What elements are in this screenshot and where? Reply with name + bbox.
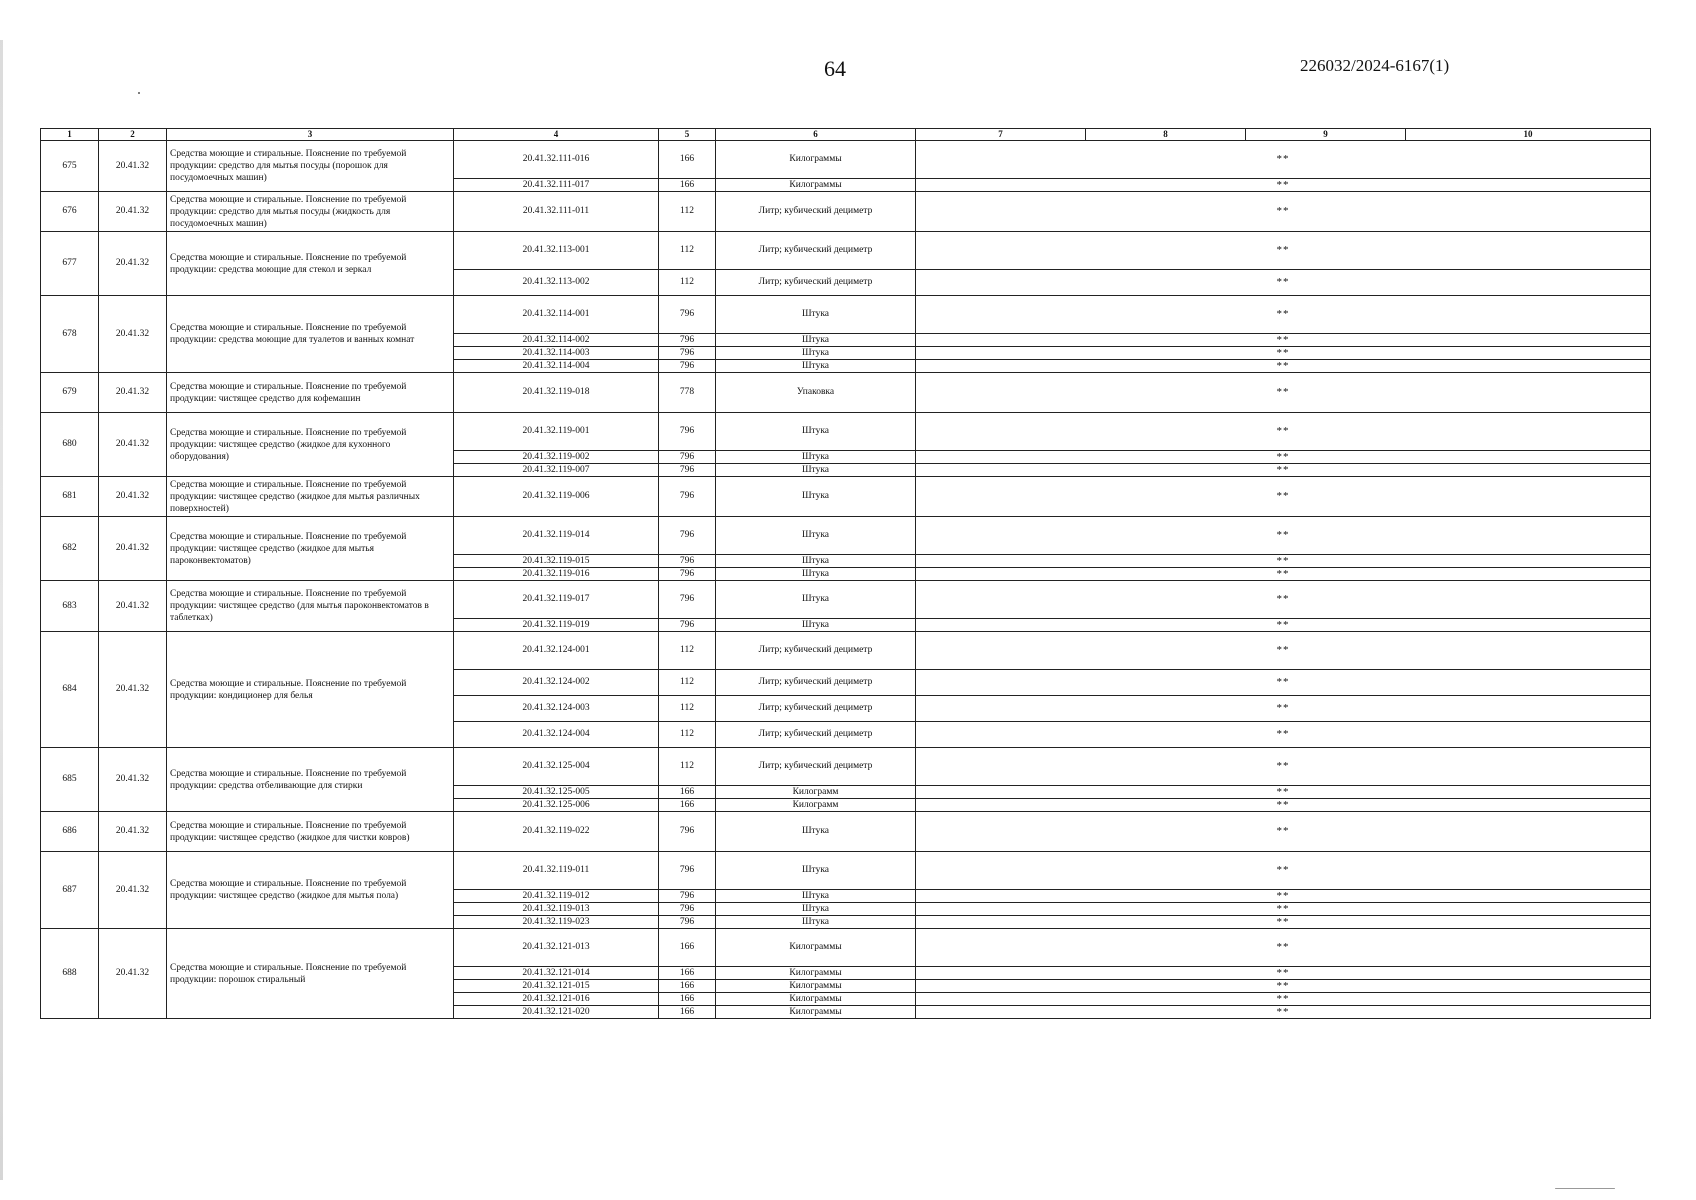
mark-cell: ** <box>916 179 1651 192</box>
description-cell: Средства моющие и стиральные. Пояснение по требуемой продукции: чистящее средство для кофемашин <box>167 373 454 413</box>
column-header: 1 <box>41 129 99 141</box>
mark-cell: ** <box>916 967 1651 980</box>
okpd2-code-cell: 20.41.32 <box>99 296 167 373</box>
description-cell: Средства моющие и стиральные. Пояснение по требуемой продукции: кондиционер для белья <box>167 632 454 748</box>
column-header: 8 <box>1086 129 1246 141</box>
ktru-code-cell: 20.41.32.114-002 <box>454 334 659 347</box>
okei-code-cell: 796 <box>659 916 716 929</box>
okei-code-cell: 796 <box>659 555 716 568</box>
mark-cell: ** <box>916 192 1651 232</box>
okei-code-cell: 796 <box>659 517 716 555</box>
row-number-cell: 687 <box>41 852 99 929</box>
okei-code-cell: 166 <box>659 929 716 967</box>
description-cell: Средства моющие и стиральные. Пояснение по требуемой продукции: чистящее средство (жидкое для чистки ковров) <box>167 812 454 852</box>
unit-cell: Штука <box>716 581 916 619</box>
ktru-code-cell: 20.41.32.114-001 <box>454 296 659 334</box>
description-cell: Средства моющие и стиральные. Пояснение по требуемой продукции: чистящее средство (для мытья пароконвектоматов в таблетках) <box>167 581 454 632</box>
column-header: 10 <box>1406 129 1651 141</box>
page-number: 64 <box>824 56 846 81</box>
ktru-code-cell: 20.41.32.119-019 <box>454 619 659 632</box>
okei-code-cell: 166 <box>659 993 716 1006</box>
column-header: 5 <box>659 129 716 141</box>
ktru-code-cell: 20.41.32.111-017 <box>454 179 659 192</box>
description-cell: Средства моющие и стиральные. Пояснение по требуемой продукции: чистящее средство (жидкое для кухонного оборудования) <box>167 413 454 477</box>
mark-cell: ** <box>916 232 1651 270</box>
okpd2-code-cell: 20.41.32 <box>99 232 167 296</box>
row-number-cell: 677 <box>41 232 99 296</box>
row-number-cell: 676 <box>41 192 99 232</box>
mark-cell: ** <box>916 413 1651 451</box>
unit-cell: Килограмм <box>716 786 916 799</box>
table-row <box>41 632 1651 670</box>
unit-cell: Литр; кубический дециметр <box>716 632 916 670</box>
unit-cell: Литр; кубический дециметр <box>716 722 916 748</box>
okei-code-cell: 166 <box>659 799 716 812</box>
unit-cell: Литр; кубический дециметр <box>716 270 916 296</box>
products-table <box>40 128 1651 1019</box>
unit-cell: Штука <box>716 568 916 581</box>
mark-cell: ** <box>916 890 1651 903</box>
ktru-code-cell: 20.41.32.124-004 <box>454 722 659 748</box>
column-header: 9 <box>1246 129 1406 141</box>
unit-cell: Штука <box>716 347 916 360</box>
unit-cell: Килограмм <box>716 799 916 812</box>
ktru-code-cell: 20.41.32.119-017 <box>454 581 659 619</box>
unit-cell: Литр; кубический дециметр <box>716 748 916 786</box>
column-number-header-row <box>41 129 1651 141</box>
okei-code-cell: 796 <box>659 581 716 619</box>
okpd2-code-cell: 20.41.32 <box>99 141 167 192</box>
unit-cell: Килограммы <box>716 1006 916 1019</box>
okei-code-cell: 796 <box>659 296 716 334</box>
mark-cell: ** <box>916 852 1651 890</box>
mark-cell: ** <box>916 799 1651 812</box>
table-row <box>41 413 1651 451</box>
ktru-code-cell: 20.41.32.121-015 <box>454 980 659 993</box>
ktru-code-cell: 20.41.32.121-016 <box>454 993 659 1006</box>
mark-cell: ** <box>916 568 1651 581</box>
ktru-code-cell: 20.41.32.121-014 <box>454 967 659 980</box>
unit-cell: Килограммы <box>716 141 916 179</box>
ktru-code-cell: 20.41.32.119-013 <box>454 903 659 916</box>
mark-cell: ** <box>916 903 1651 916</box>
column-header: 7 <box>916 129 1086 141</box>
mark-cell: ** <box>916 296 1651 334</box>
ktru-code-cell: 20.41.32.119-011 <box>454 852 659 890</box>
description-cell: Средства моющие и стиральные. Пояснение по требуемой продукции: средство для мытья посуды (жидкость для посудомоечных машин) <box>167 192 454 232</box>
unit-cell: Килограммы <box>716 980 916 993</box>
okei-code-cell: 112 <box>659 722 716 748</box>
description-cell: Средства моющие и стиральные. Пояснение по требуемой продукции: чистящее средство (жидкое для мытья различных поверхностей) <box>167 477 454 517</box>
okei-code-cell: 796 <box>659 413 716 451</box>
okei-code-cell: 166 <box>659 980 716 993</box>
okei-code-cell: 166 <box>659 786 716 799</box>
mark-cell: ** <box>916 1006 1651 1019</box>
unit-cell: Штука <box>716 890 916 903</box>
okpd2-code-cell: 20.41.32 <box>99 929 167 1019</box>
mark-cell: ** <box>916 916 1651 929</box>
column-header: 3 <box>167 129 454 141</box>
okpd2-code-cell: 20.41.32 <box>99 748 167 812</box>
okei-code-cell: 796 <box>659 477 716 517</box>
ktru-code-cell: 20.41.32.119-016 <box>454 568 659 581</box>
table-row <box>41 748 1651 786</box>
okei-code-cell: 166 <box>659 967 716 980</box>
okei-code-cell: 796 <box>659 619 716 632</box>
unit-cell: Килограммы <box>716 967 916 980</box>
mark-cell: ** <box>916 929 1651 967</box>
okei-code-cell: 796 <box>659 812 716 852</box>
ktru-code-cell: 20.41.32.124-001 <box>454 632 659 670</box>
unit-cell: Штука <box>716 812 916 852</box>
table-row <box>41 192 1651 232</box>
okei-code-cell: 112 <box>659 696 716 722</box>
okpd2-code-cell: 20.41.32 <box>99 477 167 517</box>
okei-code-cell: 796 <box>659 890 716 903</box>
mark-cell: ** <box>916 722 1651 748</box>
okpd2-code-cell: 20.41.32 <box>99 373 167 413</box>
column-header: 6 <box>716 129 916 141</box>
ktru-code-cell: 20.41.32.119-001 <box>454 413 659 451</box>
ktru-code-cell: 20.41.32.119-006 <box>454 477 659 517</box>
okei-code-cell: 112 <box>659 232 716 270</box>
mark-cell: ** <box>916 270 1651 296</box>
mark-cell: ** <box>916 980 1651 993</box>
table-row <box>41 141 1651 179</box>
okei-code-cell: 166 <box>659 141 716 179</box>
description-cell: Средства моющие и стиральные. Пояснение по требуемой продукции: средства моющие для стекол и зеркал <box>167 232 454 296</box>
okei-code-cell: 796 <box>659 360 716 373</box>
ktru-code-cell: 20.41.32.114-004 <box>454 360 659 373</box>
unit-cell: Штука <box>716 360 916 373</box>
row-number-cell: 682 <box>41 517 99 581</box>
ktru-code-cell: 20.41.32.124-003 <box>454 696 659 722</box>
mark-cell: ** <box>916 786 1651 799</box>
mark-cell: ** <box>916 619 1651 632</box>
row-number-cell: 688 <box>41 929 99 1019</box>
ktru-code-cell: 20.41.32.119-023 <box>454 916 659 929</box>
mark-cell: ** <box>916 373 1651 413</box>
okei-code-cell: 166 <box>659 1006 716 1019</box>
mark-cell: ** <box>916 555 1651 568</box>
description-cell: Средства моющие и стиральные. Пояснение по требуемой продукции: средство для мытья посуды (порошок для посудомоечных машин) <box>167 141 454 192</box>
mark-cell: ** <box>916 477 1651 517</box>
mark-cell: ** <box>916 748 1651 786</box>
mark-cell: ** <box>916 812 1651 852</box>
unit-cell: Штука <box>716 619 916 632</box>
mark-cell: ** <box>916 464 1651 477</box>
ktru-code-cell: 20.41.32.125-006 <box>454 799 659 812</box>
mark-cell: ** <box>916 632 1651 670</box>
unit-cell: Штука <box>716 517 916 555</box>
unit-cell: Штука <box>716 852 916 890</box>
description-cell: Средства моющие и стиральные. Пояснение по требуемой продукции: средства моющие для туалетов и ванных комнат <box>167 296 454 373</box>
table-row <box>41 232 1651 270</box>
table-row <box>41 581 1651 619</box>
okei-code-cell: 796 <box>659 334 716 347</box>
ktru-code-cell: 20.41.32.119-002 <box>454 451 659 464</box>
unit-cell: Килограммы <box>716 179 916 192</box>
okpd2-code-cell: 20.41.32 <box>99 581 167 632</box>
ktru-code-cell: 20.41.32.119-022 <box>454 812 659 852</box>
okei-code-cell: 796 <box>659 568 716 581</box>
ktru-code-cell: 20.41.32.119-007 <box>454 464 659 477</box>
table-row <box>41 929 1651 967</box>
unit-cell: Литр; кубический дециметр <box>716 232 916 270</box>
row-number-cell: 681 <box>41 477 99 517</box>
description-cell: Средства моющие и стиральные. Пояснение по требуемой продукции: чистящее средство (жидкое для мытья пола) <box>167 852 454 929</box>
ktru-code-cell: 20.41.32.125-005 <box>454 786 659 799</box>
okpd2-code-cell: 20.41.32 <box>99 192 167 232</box>
okpd2-code-cell: 20.41.32 <box>99 517 167 581</box>
row-number-cell: 685 <box>41 748 99 812</box>
ktru-code-cell: 20.41.32.111-016 <box>454 141 659 179</box>
table-row <box>41 812 1651 852</box>
document-number: 226032/2024-6167(1) <box>1300 56 1450 75</box>
unit-cell: Килограммы <box>716 929 916 967</box>
row-number-cell: 686 <box>41 812 99 852</box>
unit-cell: Штука <box>716 916 916 929</box>
unit-cell: Упаковка <box>716 373 916 413</box>
column-header: 4 <box>454 129 659 141</box>
mark-cell: ** <box>916 993 1651 1006</box>
row-number-cell: 684 <box>41 632 99 748</box>
okpd2-code-cell: 20.41.32 <box>99 632 167 748</box>
unit-cell: Килограммы <box>716 993 916 1006</box>
okei-code-cell: 796 <box>659 347 716 360</box>
unit-cell: Литр; кубический дециметр <box>716 192 916 232</box>
row-number-cell: 675 <box>41 141 99 192</box>
ktru-code-cell: 20.41.32.113-002 <box>454 270 659 296</box>
okei-code-cell: 112 <box>659 748 716 786</box>
mark-cell: ** <box>916 141 1651 179</box>
okei-code-cell: 112 <box>659 670 716 696</box>
row-number-cell: 680 <box>41 413 99 477</box>
mark-cell: ** <box>916 334 1651 347</box>
mark-cell: ** <box>916 451 1651 464</box>
unit-cell: Штука <box>716 903 916 916</box>
ktru-code-cell: 20.41.32.121-013 <box>454 929 659 967</box>
okpd2-code-cell: 20.41.32 <box>99 852 167 929</box>
okpd2-code-cell: 20.41.32 <box>99 812 167 852</box>
okei-code-cell: 112 <box>659 632 716 670</box>
unit-cell: Литр; кубический дециметр <box>716 696 916 722</box>
ktru-code-cell: 20.41.32.125-004 <box>454 748 659 786</box>
okei-code-cell: 778 <box>659 373 716 413</box>
table-row <box>41 477 1651 517</box>
mark-cell: ** <box>916 581 1651 619</box>
description-cell: Средства моющие и стиральные. Пояснение по требуемой продукции: чистящее средство (жидкое для мытья пароконвектоматов) <box>167 517 454 581</box>
mark-cell: ** <box>916 517 1651 555</box>
table-row <box>41 852 1651 890</box>
table-row <box>41 517 1651 555</box>
scan-speck <box>1555 1188 1615 1189</box>
ktru-code-cell: 20.41.32.113-001 <box>454 232 659 270</box>
description-cell: Средства моющие и стиральные. Пояснение по требуемой продукции: средства отбеливающие для стирки <box>167 748 454 812</box>
row-number-cell: 678 <box>41 296 99 373</box>
ktru-code-cell: 20.41.32.119-015 <box>454 555 659 568</box>
column-header: 2 <box>99 129 167 141</box>
mark-cell: ** <box>916 696 1651 722</box>
okei-code-cell: 796 <box>659 852 716 890</box>
ktru-code-cell: 20.41.32.119-012 <box>454 890 659 903</box>
okpd2-code-cell: 20.41.32 <box>99 413 167 477</box>
table-row <box>41 373 1651 413</box>
table-body <box>41 141 1651 1019</box>
ktru-code-cell: 20.41.32.114-003 <box>454 347 659 360</box>
unit-cell: Штука <box>716 464 916 477</box>
unit-cell: Штука <box>716 413 916 451</box>
scan-edge-shadow <box>0 40 3 1180</box>
unit-cell: Штука <box>716 451 916 464</box>
description-cell: Средства моющие и стиральные. Пояснение по требуемой продукции: порошок стиральный <box>167 929 454 1019</box>
ktru-code-cell: 20.41.32.119-018 <box>454 373 659 413</box>
mark-cell: ** <box>916 347 1651 360</box>
ktru-code-cell: 20.41.32.124-002 <box>454 670 659 696</box>
okei-code-cell: 112 <box>659 270 716 296</box>
unit-cell: Штука <box>716 477 916 517</box>
okei-code-cell: 112 <box>659 192 716 232</box>
mark-cell: ** <box>916 360 1651 373</box>
unit-cell: Штука <box>716 296 916 334</box>
okei-code-cell: 796 <box>659 451 716 464</box>
unit-cell: Литр; кубический дециметр <box>716 670 916 696</box>
ktru-code-cell: 20.41.32.111-011 <box>454 192 659 232</box>
okei-code-cell: 796 <box>659 464 716 477</box>
unit-cell: Штука <box>716 334 916 347</box>
ktru-code-cell: 20.41.32.119-014 <box>454 517 659 555</box>
okei-code-cell: 166 <box>659 179 716 192</box>
row-number-cell: 679 <box>41 373 99 413</box>
okei-code-cell: 796 <box>659 903 716 916</box>
ktru-code-cell: 20.41.32.121-020 <box>454 1006 659 1019</box>
row-number-cell: 683 <box>41 581 99 632</box>
scan-speck <box>138 92 140 94</box>
table-row <box>41 296 1651 334</box>
unit-cell: Штука <box>716 555 916 568</box>
mark-cell: ** <box>916 670 1651 696</box>
